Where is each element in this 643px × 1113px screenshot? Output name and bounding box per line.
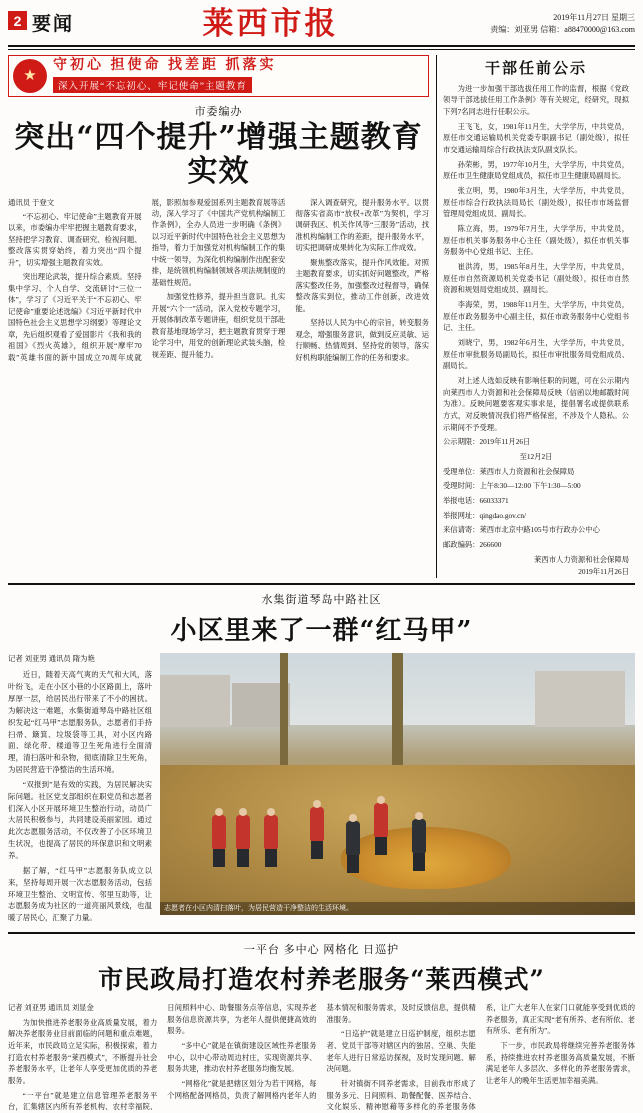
lead-headline: 突出“四个提升”增强主题教育实效	[14, 119, 423, 189]
zip-value: 266600	[479, 540, 502, 550]
banner-subslogan: 深入开展“不忘初心、牢记使命”主题教育	[53, 77, 252, 93]
photo-caption: 志愿者在小区内清扫落叶，为居民营造干净整洁的生活环境。	[160, 902, 635, 916]
photo-resident	[346, 821, 360, 855]
lead-paragraph: 坚持以人民为中心的宗旨，转变服务观念，增强服务意识，做到反应灵敏、运行顺畅、热情周到、坚持党的领导，落实好机构职能编制工作的任务和要求。	[295, 318, 429, 362]
zip-label: 邮政编码：	[443, 540, 480, 550]
photo-volunteer	[264, 815, 278, 849]
photo-volunteer	[310, 807, 324, 841]
photo-volunteer	[212, 815, 226, 849]
bottom-kicker: 一平台 多中心 网格化 日巡护	[243, 944, 400, 957]
notice-time	[443, 480, 629, 492]
notice-person: 崔洪涛，男，1985年8月生，大学学历，中共党员，原任市自然资源局机关党委书记（副处级），拟任市自然资源和规划局党组成员、副局长。	[443, 261, 629, 295]
masthead	[8, 0, 635, 40]
email-label: 举报网址：	[443, 510, 480, 520]
lead-paragraph: “不忘初心、牢记使命”主题教育开展以来，市委编办牢牢把握主题教育要求，坚持把学习教育、调查研究、检视问题、整改落实贯穿始终，着力突出“四个提升”，切实增强主题教育实效。	[8, 211, 142, 267]
bottom-paragraph: 下一步，市民政局将继续完善养老服务体系，持续推进农村养老服务高质量发展，不断满足老年人多层次、多样化的养老服务需求，让老年人的晚年生活更加幸福美满。	[485, 1041, 635, 1086]
notice-zip	[443, 539, 629, 551]
middle-byline: 记者 刘亚男 通讯员 隋为艳	[8, 654, 95, 664]
notice-signature	[443, 554, 629, 579]
bottom-paragraph: 针对镇街不同养老需求，目前我市形成了服务多元、日间照料、助餐配餐、医养结合、文化娱乐、精神慰藉等多样化的养老服务体系，让广大老年人在家门口就能享受到优质的养老服务，真正实现“老有所养、老有所依、老有所乐、老有所为”。	[326, 1003, 635, 1112]
middle-body	[8, 653, 160, 927]
receiver-label: 受理单位：	[443, 466, 480, 476]
receiver-value: 莱西市人力资源和社会保障局	[479, 466, 575, 476]
bottom-paragraph: “日巡护”就是建立日巡护制度，组织志愿者、党员干部等对辖区内的独居、空巢、失能老年人进行日常巡访探视，及时发现问题、解决问题。	[326, 1029, 476, 1074]
notice-phone	[443, 495, 629, 507]
lead-body	[8, 197, 429, 365]
bottom-byline: 记者 刘亚男 通讯员 刘显金	[8, 1003, 94, 1013]
date-line: 2019年11月27日 星期三	[553, 13, 635, 22]
notice-receiver	[443, 466, 629, 478]
lead-paragraph: 聚焦整改落实，提升作风效能。对照主题教育要求，切实抓好问题整改，严格落实整改任务，加强整改过程督导，确保整改落实到位，推动工作创新，改进效能。	[295, 257, 429, 313]
email-value: qingdao.gov.cn/	[479, 510, 527, 520]
editor-line: 责编：刘亚男 信箱：a88470000@163.com	[490, 24, 635, 34]
photo-building	[160, 675, 230, 727]
notice-person: 张立明，男，1980年3月生，大学学历，中共党员，原任市综合行政执法局局长（副处级），拟任市市场监督管理局党组成员、副局长。	[443, 185, 629, 219]
middle-article	[8, 591, 635, 927]
bottom-paragraph: “一平台”就是建立信息管理养老服务平台，汇集辖区内所有养老机构、农村幸福院、日间照料中心、助餐服务点等信息，实现养老服务信息资源共享，为老年人提供便捷高效的服务。	[8, 1003, 317, 1112]
lead-paragraph: 深入调查研究，提升服务水平。以贯彻落实省高市“放权+改革”为契机，学习调研我区、机关作风等“三服务”活动，找准机构编制工作的差距，提升服务水平，切实把调研成果转化为实际工作成效。	[295, 197, 429, 253]
column-divider	[436, 55, 437, 579]
middle-paragraph: 近日，随着天高气爽的天气和大风，落叶纷飞，走在小区小巷的小区路面上，落叶厚厚一层，给居民出行带来了不小的困扰。为解决这一难题，水集街道琴岛中路社区组织发起“红马甲”志愿服务队，志愿者们手持扫帚、簸箕、垃圾袋等工具，对小区内路面、绿化带、楼道等卫生死角进行全面清理，清扫落叶和杂物，彻底清除卫生死角，为居民营造干净整洁的生活环境。	[8, 670, 152, 775]
notice-publicity-period	[443, 436, 629, 448]
publicity-date: 2019年11月26日	[479, 437, 531, 447]
middle-photo	[160, 653, 635, 915]
banner-slogan: 守初心 担使命 找差距 抓落实	[53, 58, 277, 74]
notice-note: 对上述人选如反映有影响任职的问题，可在公示期内向莱西市人力资源和社会保障局反映（信函以地邮戳时间为准）。反映问题要客观实事求是，提倡署名或提供联系方式，对反映情况我们将严格保密，不涉及个人隐私。公示期间不予受理。	[443, 375, 629, 432]
lead-paragraph: 加强党性修养，提升担当意识。扎实开展“六个一”活动，深入党校专题学习，开展体制改革专题讲座，组织党员干部赴教育基地现场学习，把主题教育贯穿于理论学习中，用党的创新理论武装头脑，检视差距、提升能力。	[151, 292, 286, 359]
paper-title: 莱西市报	[202, 6, 339, 42]
address-value: 莱西市北京中路105号市行政办公中心	[479, 525, 600, 535]
lead-byline: 通讯员 于登文	[8, 197, 55, 207]
notice-person: 李海荣，男，1988年11月生，大学学历，中共党员，原任市政务服务中心副主任，拟任市政务服务中心党组书记、主任。	[443, 299, 629, 333]
notice-title: 干部任前公示	[484, 60, 587, 77]
section-number-badge: 2	[8, 11, 27, 30]
photo-resident	[412, 819, 426, 853]
party-emblem-icon	[13, 59, 47, 93]
notice-intro: 为进一步加强干部选拔任用工作的监督，根据《党政领导干部选拔任用工作条例》等有关规定，经研究，现拟下列7名同志进行任职公示。	[443, 83, 629, 116]
lead-article	[8, 55, 436, 579]
bottom-paragraph: “网格化”就是把辖区划分为若干网格，每个网格配备网格员，负责了解网格内老年人的基本情况和服务需求，及时反馈信息，提供精准服务。	[167, 1003, 476, 1100]
campaign-banner	[8, 55, 429, 97]
notice-person: 王飞飞，女，1981年11月生，大学学历，中共党员，原任市交通运输局机关党委专职副书记（副处级），拟任市交通运输局综合行政执法支队副支队长。	[443, 121, 629, 154]
bottom-paragraph: “多中心”就是在镇街建设区域性养老服务中心，以中心带动周边村庄，实现资源共享、服务共建，推动农村养老服务均衡发展。	[167, 1041, 317, 1074]
middle-headline: 小区里来了一群“红马甲”	[170, 616, 473, 647]
section-name: 要闻	[32, 14, 75, 35]
middle-kicker: 水集街道琴岛中路社区	[261, 594, 382, 607]
notice-address	[443, 524, 629, 536]
masthead-rule	[8, 45, 635, 47]
bottom-paragraph: 为加快推进养老服务业高质量发展，着力解决养老服务业目前面临的问题和重点难题，近年来，市民政局立足实际，积极探索，着力打造农村养老服务“莱西模式”，不断提升社会养老服务水平，让老年人享受更加优质的养老服务。	[8, 1017, 158, 1086]
middle-paragraph: 据了解，“红马甲”志愿服务队成立以来，坚持每周开展一次志愿服务活动，包括环境卫生整治、文明宣传、邻里互助等，让志愿服务成为社区的一道亮丽风景线，也温暖了居民心，汇聚了力量。	[8, 865, 152, 923]
photo-volunteer	[236, 815, 250, 849]
masthead-rule-thin	[8, 49, 635, 50]
bottom-headline: 市民政局打造农村养老服务“莱西模式”	[98, 965, 545, 995]
publicity-label: 公示期限：	[443, 437, 480, 447]
notice-person: 陈立海，男，1979年7月生，大学学历，中共党员，原任市机关事务服务中心主任（副处级），拟任市机关事务服务中心党组书记、主任。	[443, 223, 629, 257]
middle-paragraph: “双报到”是有效的实践，为居民解决实际问题。社区党支部组织在职党员和志愿者们深入小区开展环境卫生整治行动，动员广大居民积极参与，共同建设美丽家园。通过此次志愿服务活动，不仅改善了小区环境卫生状况，也提高了居民的环保意识和文明素养。	[8, 779, 152, 860]
notice-sign-org: 莱西市人力资源和社会保障局	[534, 554, 629, 564]
phone-label: 举报电话：	[443, 496, 480, 505]
top-section	[8, 55, 635, 579]
photo-tree-trunk	[280, 653, 288, 783]
notice-body	[443, 83, 629, 551]
phone-value: 66033371	[479, 496, 509, 505]
bottom-divider	[8, 932, 635, 934]
notice-article	[443, 55, 629, 579]
time-value: 上午8:30—12:00 下午1:30—5:00	[479, 481, 581, 491]
notice-person: 孙荣彬，男，1977年10月生，大学学历，中共党员，原任市卫生健康局党组成员，拟任市卫生健康局副局长。	[443, 159, 629, 181]
notice-person: 刘晓宁，男，1982年6月生，大学学历，中共党员，原任市审批服务局副局长，拟任市审批服务局党组成员、副局长。	[443, 337, 629, 371]
photo-volunteer	[374, 803, 388, 837]
notice-email	[443, 510, 629, 522]
address-label: 来信请寄：	[443, 525, 480, 535]
bottom-article	[8, 941, 635, 1113]
time-label: 受理时间：	[443, 481, 480, 491]
notice-sign-date: 2019年11月26日	[578, 567, 629, 577]
masthead-meta	[467, 8, 635, 35]
lead-kicker: 市委编办	[194, 105, 243, 118]
photo-building	[535, 671, 625, 727]
lead-paragraph: 突出理论武装，提升综合素质。坚持集中学习、个人自学、交流研讨“三位一体”，学习了《习近平关于“不忘初心、牢记使命”重要论述选编》《习近平新时代中国特色社会主义思想学习纲要》等理论文章，先后组织观看了爱国影片《我和我的祖国》《烈火英雄》，组织开展“摩牢70载”英雄书面的新中国成立70周年成就展，影照加参观爱国系列主题教育展等活动，深入学习了《中国共产党机构编制工作条例》，全办人员进一步明确《条例》以习近平新时代中国特色社会主义思想为指导，着力于加强党对机构编制工作的集中统一领导，为深化机构编制作出配套安排，是统领机构编制领域各项法规制度的基础性规范。	[8, 197, 286, 362]
notice-publicity-days: 至12月2日	[519, 451, 553, 461]
bottom-body	[8, 1002, 635, 1113]
mid-divider	[8, 583, 635, 585]
